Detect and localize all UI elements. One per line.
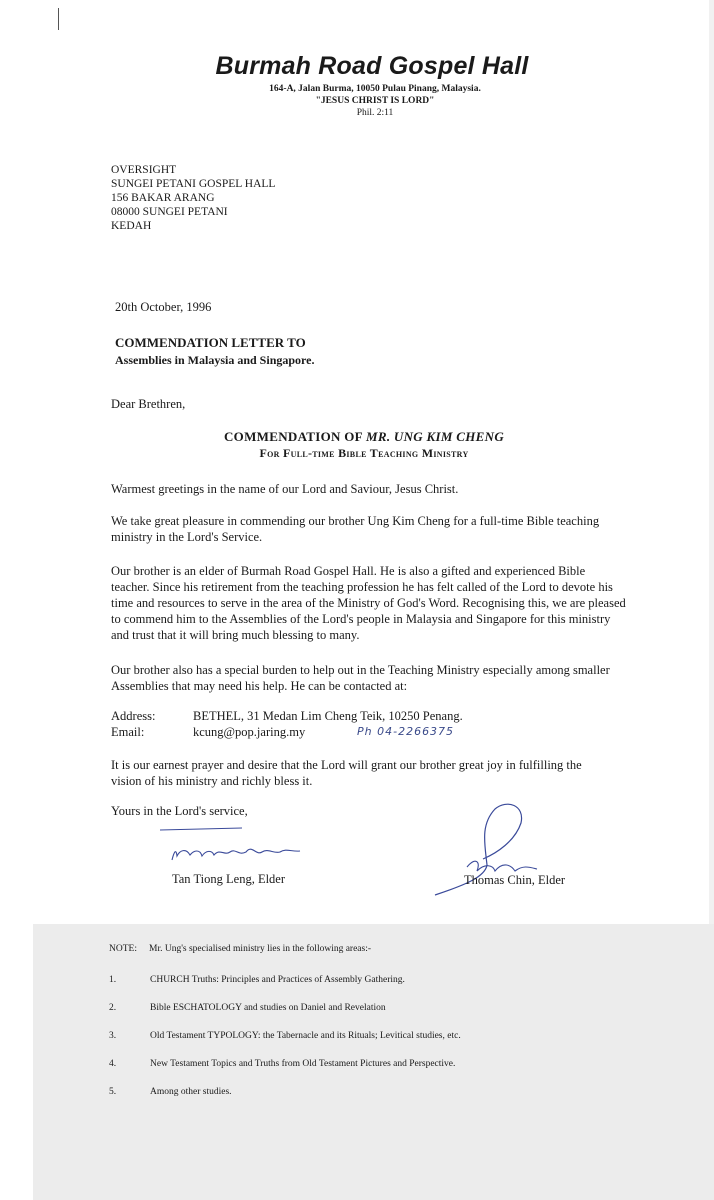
recipient-line: 08000 SUNGEI PETANI — [111, 206, 228, 218]
subject-line-1: COMMENDATION LETTER TO — [115, 335, 306, 350]
letterhead-address: 164-A, Jalan Burma, 10050 Pulau Pinang, Malaysia. — [269, 84, 481, 94]
address-label: Address: — [111, 709, 156, 723]
salutation: Dear Brethren, — [111, 397, 186, 411]
note-item-text: CHURCH Truths: Principles and Practices of Assembly Gathering. — [150, 975, 405, 985]
note-item-number: 2. — [109, 1003, 117, 1013]
commendation-subheading: For Full-time Bible Teaching Ministry — [259, 446, 469, 460]
recipient-line: OVERSIGHT — [111, 164, 177, 176]
signature-left — [150, 822, 320, 870]
heading-prefix: COMMENDATION OF — [223, 429, 366, 444]
paragraph-burden: Our brother also has a special burden to help out in the Teaching Ministry especially among smaller Assemblies that may need his help. He can be contacted at: — [111, 663, 610, 693]
note-item-number: 4. — [109, 1059, 117, 1069]
note-item-text: New Testament Topics and Truths from Old Testament Pictures and Perspective. — [150, 1059, 456, 1069]
note-intro: Mr. Ung's specialised ministry lies in the following areas:- — [149, 944, 372, 954]
letterhead-motto: "JESUS CHRIST IS LORD" — [315, 96, 435, 106]
letter-date: 20th October, 1996 — [115, 300, 212, 314]
subject-line-2: Assemblies in Malaysia and Singapore. — [115, 353, 315, 367]
note-item-text: Old Testament TYPOLOGY: the Tabernacle and its Rituals; Levitical studies, etc. — [150, 1031, 461, 1041]
paragraph-background: Our brother is an elder of Burmah Road Gospel Hall. He is also a gifted and experienced Bible teacher. Since his retirement from the teaching profession he has felt called of the Lord to devote his time and resources to serve in the area of the Ministry of God's Word. Recognising this, we are pleased to commend him to the Assemblies of the Lord's people in Malaysia and Singapore for this ministry and trust that it will bring much blessing to many. — [111, 564, 626, 642]
address-value: BETHEL, 31 Medan Lim Cheng Teik, 10250 Penang. — [193, 709, 463, 723]
note-item-number: 3. — [109, 1031, 117, 1041]
signature-right — [425, 795, 565, 905]
recipient-line: SUNGEI PETANI GOSPEL HALL — [111, 178, 276, 190]
email-value: kcung@pop.jaring.my — [193, 725, 306, 739]
note-item-number: 1. — [109, 975, 117, 985]
recipient-line: KEDAH — [111, 220, 152, 232]
letterhead-verse: Phil. 2:11 — [356, 108, 394, 118]
paragraph-prayer: It is our earnest prayer and desire that the Lord will grant our brother great joy in fulfilling the vision of his ministry and richly bless it. — [111, 758, 582, 788]
signatory-left: Tan Tiong Leng, Elder — [172, 872, 286, 886]
note-item-text: Among other studies. — [150, 1087, 232, 1097]
scan-mark — [58, 8, 59, 30]
handwritten-phone: Ph 04-2266375 — [357, 725, 455, 738]
note-item-number: 5. — [109, 1087, 117, 1097]
signatory-right: Thomas Chin, Elder — [464, 873, 566, 887]
email-label: Email: — [111, 725, 145, 739]
paragraph-greeting: Warmest greetings in the name of our Lord and Saviour, Jesus Christ. — [111, 482, 459, 496]
closing: Yours in the Lord's service, — [111, 804, 248, 818]
heading-name: MR. UNG KIM CHENG — [366, 429, 505, 444]
paragraph-commendation: We take great pleasure in commending our brother Ung Kim Cheng for a full-time Bible teaching ministry in the Lord's Service. — [111, 514, 600, 544]
note-label: NOTE: — [109, 944, 137, 954]
note-item-text: Bible ESCHATOLOGY and studies on Daniel and Revelation — [150, 1003, 386, 1013]
commendation-heading — [0, 429, 714, 445]
recipient-line: 156 BAKAR ARANG — [111, 192, 215, 204]
letterhead-title: Burmah Road Gospel Hall — [215, 52, 529, 80]
